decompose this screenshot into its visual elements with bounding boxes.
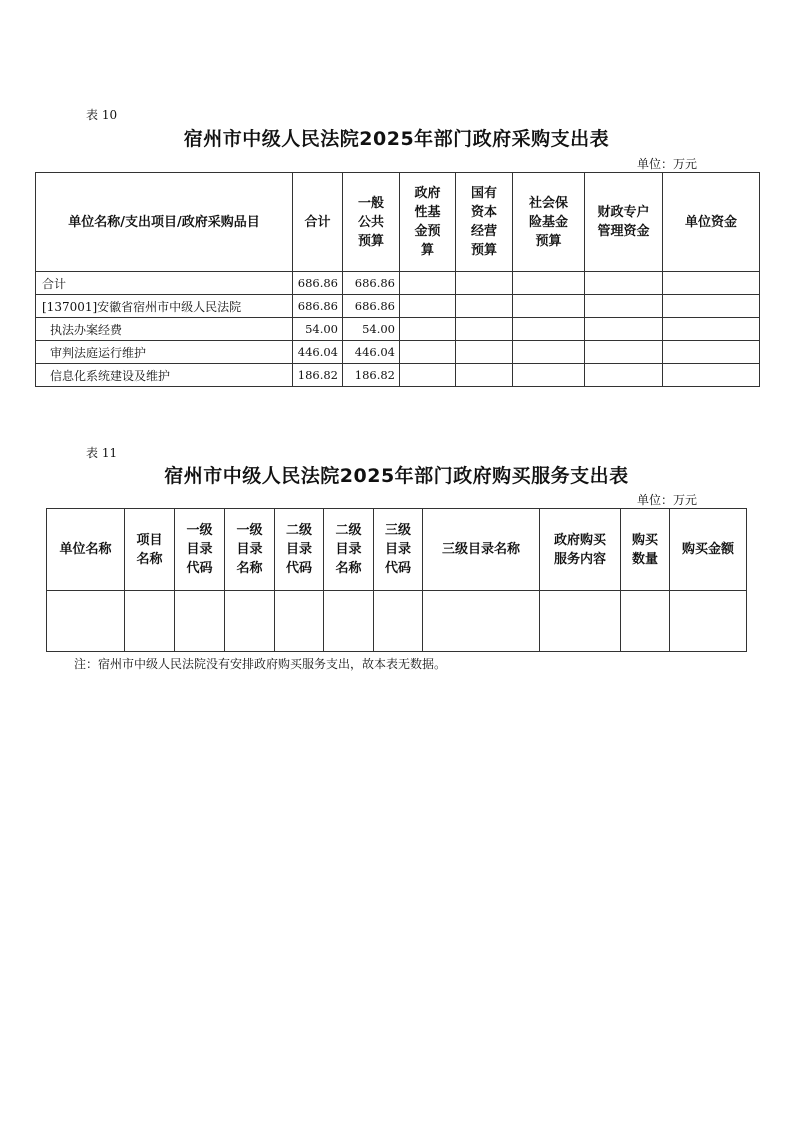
table10-header-2-line-2: 预算 bbox=[357, 233, 384, 249]
table11-header-2 bbox=[175, 509, 225, 591]
row-general-budget-cell: 686.86 bbox=[343, 272, 400, 295]
table10-header-6-line-0: 财政专户 bbox=[597, 205, 650, 220]
table11-label: 表 11 bbox=[86, 446, 118, 460]
table11-header-8-line-1: 服务内容 bbox=[553, 551, 606, 567]
row-empty-cell bbox=[663, 364, 760, 387]
row-empty-cell bbox=[585, 295, 663, 318]
table11-header-3 bbox=[225, 509, 275, 591]
table10-header-5-line-0: 社会保 bbox=[528, 195, 568, 211]
table11-header-10-line-0: 购买金额 bbox=[681, 542, 734, 557]
table10-header-3-line-1: 性基 bbox=[414, 205, 441, 220]
table11-header-5 bbox=[324, 509, 374, 591]
empty-cell bbox=[275, 591, 324, 652]
table11-header-6-line-1: 目录 bbox=[384, 542, 411, 557]
table-row bbox=[36, 341, 760, 364]
row-empty-cell bbox=[456, 364, 513, 387]
table11-note: 注：宿州市中级人民法院没有安排政府购买服务支出，故本表无数据。 bbox=[74, 657, 447, 671]
table10-header-4-line-1: 资本 bbox=[470, 205, 497, 220]
table10-header-7-line-0: 单位资金 bbox=[684, 214, 737, 230]
table11-header-4-line-1: 目录 bbox=[285, 542, 312, 557]
row-name-cell: 信息化系统建设及维护 bbox=[36, 364, 293, 387]
table11-header-2-line-1: 目录 bbox=[186, 542, 213, 557]
empty-cell bbox=[125, 591, 175, 652]
table10-header-4 bbox=[456, 173, 513, 272]
table-row bbox=[36, 318, 760, 341]
table10-header-4-line-3: 预算 bbox=[470, 243, 497, 258]
row-general-budget-cell: 446.04 bbox=[343, 341, 400, 364]
table11-header-0-line-0: 单位名称 bbox=[59, 542, 112, 557]
table10-header-1 bbox=[293, 173, 343, 272]
table10-unit: 单位：万元 bbox=[637, 157, 698, 171]
table10-header-3-line-2: 金预 bbox=[414, 224, 441, 239]
row-empty-cell bbox=[456, 295, 513, 318]
row-empty-cell bbox=[400, 318, 456, 341]
table10-header-0-line-0: 单位名称/支出项目/政府采购品目 bbox=[68, 214, 260, 230]
table10-header-3 bbox=[400, 173, 456, 272]
service-purchase-table bbox=[46, 508, 747, 652]
table10-header-2-line-0: 一般 bbox=[357, 195, 384, 211]
table10-header-6-line-1: 管理资金 bbox=[597, 224, 650, 239]
table11-header-8 bbox=[540, 509, 621, 591]
empty-cell bbox=[423, 591, 540, 652]
table11-header-3-line-2: 名称 bbox=[236, 561, 263, 576]
row-general-budget-cell: 686.86 bbox=[343, 295, 400, 318]
row-empty-cell bbox=[513, 272, 585, 295]
table10-header-3-line-0: 政府 bbox=[414, 186, 441, 201]
table11-header-7-line-0: 三级目录名称 bbox=[441, 542, 520, 557]
row-name-cell: 执法办案经费 bbox=[36, 318, 293, 341]
empty-cell bbox=[670, 591, 747, 652]
row-empty-cell bbox=[400, 295, 456, 318]
table11-header-4-line-2: 代码 bbox=[285, 561, 312, 576]
row-empty-cell bbox=[585, 272, 663, 295]
row-empty-cell bbox=[400, 272, 456, 295]
table11-header-5-line-1: 目录 bbox=[335, 542, 362, 557]
table10-title: 宿州市中级人民法院2025年部门政府采购支出表 bbox=[183, 128, 610, 150]
table11-unit: 单位：万元 bbox=[637, 493, 698, 507]
table10-header-0 bbox=[36, 173, 293, 272]
row-empty-cell bbox=[585, 364, 663, 387]
table11-header-9-line-1: 数量 bbox=[631, 551, 658, 567]
table10-header-3-line-3: 算 bbox=[420, 243, 434, 258]
table11-empty-row bbox=[47, 591, 747, 652]
row-general-budget-cell: 54.00 bbox=[343, 318, 400, 341]
table11-header-5-line-2: 名称 bbox=[335, 561, 362, 576]
table11-header-row bbox=[47, 509, 747, 591]
table11-header-4-line-0: 二级 bbox=[285, 523, 312, 538]
row-total-cell: 686.86 bbox=[293, 272, 343, 295]
row-empty-cell bbox=[585, 341, 663, 364]
row-empty-cell bbox=[513, 341, 585, 364]
table10-header-7 bbox=[663, 173, 760, 272]
row-name-cell: [137001]安徽省宿州市中级人民法院 bbox=[36, 295, 293, 318]
table10-header-1-line-0: 合计 bbox=[304, 214, 331, 230]
empty-cell bbox=[374, 591, 423, 652]
table10-header-5-line-2: 预算 bbox=[535, 233, 562, 249]
row-empty-cell bbox=[400, 341, 456, 364]
empty-cell bbox=[175, 591, 225, 652]
row-total-cell: 446.04 bbox=[293, 341, 343, 364]
row-empty-cell bbox=[400, 364, 456, 387]
table11-header-2-line-0: 一级 bbox=[186, 523, 213, 538]
table11-header-1 bbox=[125, 509, 175, 591]
row-total-cell: 54.00 bbox=[293, 318, 343, 341]
table11-header-1-line-1: 名称 bbox=[136, 551, 163, 567]
row-empty-cell bbox=[513, 295, 585, 318]
table11-header-6 bbox=[374, 509, 423, 591]
table-row bbox=[36, 295, 760, 318]
table11-header-7 bbox=[423, 509, 540, 591]
table11-header-3-line-1: 目录 bbox=[236, 542, 263, 557]
empty-cell bbox=[540, 591, 621, 652]
table11-header-6-line-2: 代码 bbox=[384, 561, 411, 576]
table11-header-10 bbox=[670, 509, 747, 591]
table10-header-5-line-1: 险基金 bbox=[528, 214, 568, 230]
table11-title: 宿州市中级人民法院2025年部门政府购买服务支出表 bbox=[164, 465, 629, 487]
table10-header-2 bbox=[343, 173, 400, 272]
row-empty-cell bbox=[663, 272, 760, 295]
empty-cell bbox=[47, 591, 125, 652]
row-name-cell: 审判法庭运行维护 bbox=[36, 341, 293, 364]
row-empty-cell bbox=[663, 318, 760, 341]
table-row bbox=[36, 364, 760, 387]
table11-header-5-line-0: 二级 bbox=[335, 523, 362, 538]
table11-header-0 bbox=[47, 509, 125, 591]
table11-header-8-line-0: 政府购买 bbox=[553, 532, 606, 548]
procurement-table bbox=[35, 172, 760, 387]
table10-header-4-line-2: 经营 bbox=[470, 224, 497, 239]
table11-header-2-line-2: 代码 bbox=[186, 561, 213, 576]
table11-header-4 bbox=[275, 509, 324, 591]
table11-header-9 bbox=[621, 509, 670, 591]
row-total-cell: 686.86 bbox=[293, 295, 343, 318]
row-empty-cell bbox=[513, 364, 585, 387]
row-total-cell: 186.82 bbox=[293, 364, 343, 387]
row-empty-cell bbox=[663, 295, 760, 318]
empty-cell bbox=[324, 591, 374, 652]
row-general-budget-cell: 186.82 bbox=[343, 364, 400, 387]
row-empty-cell bbox=[456, 272, 513, 295]
table11-header-3-line-0: 一级 bbox=[236, 523, 263, 538]
empty-cell bbox=[621, 591, 670, 652]
table-row bbox=[36, 272, 760, 295]
table10-label: 表 10 bbox=[86, 108, 118, 122]
table10-header-row bbox=[36, 173, 760, 272]
row-empty-cell bbox=[456, 318, 513, 341]
table11-header-6-line-0: 三级 bbox=[384, 523, 411, 538]
table11-header-1-line-0: 项目 bbox=[136, 532, 163, 548]
table10-header-2-line-1: 公共 bbox=[357, 214, 384, 230]
table10-header-4-line-0: 国有 bbox=[470, 186, 497, 201]
empty-cell bbox=[225, 591, 275, 652]
table10-header-6 bbox=[585, 173, 663, 272]
row-empty-cell bbox=[585, 318, 663, 341]
row-empty-cell bbox=[663, 341, 760, 364]
table10-header-5 bbox=[513, 173, 585, 272]
row-name-cell: 合计 bbox=[36, 272, 293, 295]
table11-header-9-line-0: 购买 bbox=[631, 532, 658, 548]
row-empty-cell bbox=[456, 341, 513, 364]
row-empty-cell bbox=[513, 318, 585, 341]
